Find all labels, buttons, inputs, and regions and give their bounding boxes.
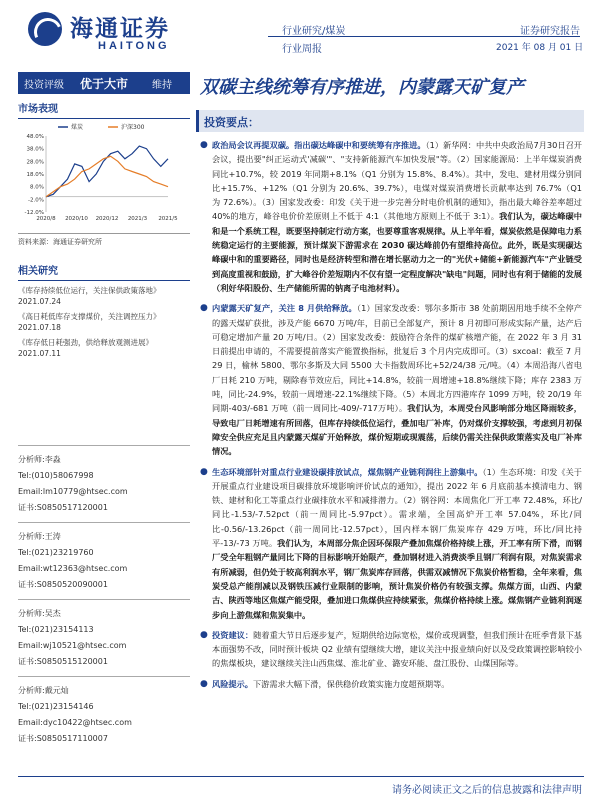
haitong-logo: [28, 10, 178, 54]
legend-label: 沪深300: [121, 124, 145, 131]
market-section: [18, 100, 190, 119]
key-point-paragraph: [200, 301, 582, 458]
bullet-icon: ●: [200, 303, 208, 314]
report-label: 证券研究报告: [520, 26, 580, 37]
related-item-date: 2021.07.11: [18, 349, 61, 358]
rating-bar: [18, 72, 190, 94]
paragraph-text: 下游需求大幅下滑，保供稳价政策实施力度超预期等。: [252, 678, 450, 689]
y-tick-label: -2.0%: [28, 197, 44, 204]
related-item-date: 2021.07.24: [18, 297, 61, 306]
related-item-title: 《库存持续低位运行，关注保供政策落地》: [18, 286, 161, 295]
key-points-bar: [196, 110, 584, 132]
y-tick-label: 28.0%: [26, 159, 44, 166]
rating-change: 维持: [152, 80, 172, 91]
key-point-paragraph: [200, 677, 582, 691]
analyst-line[interactable]: Email:lm10779@htsec.com: [18, 487, 128, 496]
key-points-body: [200, 138, 582, 697]
analyst-contacts: [18, 445, 190, 753]
series-line-0: [46, 146, 168, 197]
analyst-block: [18, 676, 190, 747]
x-tick-label: 2021/5: [158, 216, 178, 222]
analyst-block: [18, 599, 190, 670]
rating-label: 投资评级: [24, 80, 64, 91]
analyst-line[interactable]: Email:dyc10422@htsec.com: [18, 718, 132, 727]
footer-disclaimer: 请务必阅读正文之后的信息披露和法律声明: [392, 785, 582, 796]
analyst-line: 证书:S0850515120001: [18, 657, 108, 666]
report-category: 行业研究/煤炭: [282, 26, 346, 37]
y-tick-label: 48.0%: [26, 134, 44, 140]
related-item-title: 《高日耗低库存支撑煤价，关注调控压力》: [18, 312, 161, 321]
analyst-line: 分析师:戴元灿: [18, 686, 69, 695]
bullet-icon: ●: [200, 466, 208, 477]
paragraph-text: （1）国家发改委：鄂尔多斯市 38 处前期因用地手续不全停产的露天煤矿获批，涉及产能 6670 万吨/年，目前已全部复产，预计 8 月初即可形成实际产量，达产后可稳定增加产量 20 万吨/日。（2）国家发改委：鼓励符合条件的煤矿核增产能，在 2022 年 3 月 31 日前提出申请的，不需要提前落实产能置换指标，批复后 3 个月内完成即可。（3）sxcoal：截至 7 月 29 日，榆林 5800、鄂尔多斯及大同 5500 大卡指数周环比+52/24/38 元/吨。（4）本周沿海八省电厂日耗 210 万吨，剔除春节效应后，同比+14.8%，较前一周增速+18.8%继续下降；库存 2383 万吨，同比-24.9%，较前一周增速-22.1%继续下降。（5）本周北方四港库存 1099 万吨，较 20/19 年同期-403/-681 万吨（前一周同比-409/-717万吨）。: [212, 303, 582, 414]
bullet-icon: ●: [200, 629, 208, 640]
related-item-date: 2021.07.18: [18, 323, 61, 332]
x-tick-label: 2020/10: [65, 216, 88, 222]
paragraph-lead: 政治局会议再提双碳。指出碳达峰碳中和要统筹有序推进。: [212, 140, 426, 150]
y-tick-label: 8.0%: [30, 184, 44, 191]
paragraph-conclusion: 我们认为，本周部分焦企因环保限产叠加焦煤价格持续上涨，开工率有所下滑，而钢厂受全年粗钢产量同比下降的目标影响开始限产，叠加钢材进入消费淡季且钢厂利润有限，对焦炭需求有所减弱，但仍处于较高利润水平，钢厂焦炭库存回落，供需双减情况下焦炭价格暂稳，全年来看，焦炭受总产能削减以及钢铁压减行业限制的影响，预计焦炭价格仍有较强支撑。焦煤方面，山西、内蒙古、陕西等地区焦煤产能受限，叠加进口焦煤供应持续紧张，焦煤价格持续上涨。煤焦钢产业链利润逐步向上游焦煤和焦炭集中。: [212, 538, 582, 620]
related-item[interactable]: [18, 285, 190, 307]
analyst-line[interactable]: Email:wj10521@htsec.com: [18, 641, 127, 650]
paragraph-text: 随着重大节日后逐步复产，短期供给边际宽松，煤价或现调整，但我们预计在旺季背景下基本面强势不改，同时预计板块 Q2 业绩有望继续大增，建议关注中报业绩向好以及受政策调控影响较小的焦煤板块，建议继续关注山西焦煤、淮北矿业、潞安环能、盘江股份、山煤国际等。: [212, 629, 582, 669]
analyst-line: 证书:S0850517120001: [18, 503, 108, 512]
report-header: [0, 0, 600, 62]
paragraph-text: （1）新华网：中共中央政治局7月30日召开会议，提出要"纠正运动式'减碳'"、"支持新能源汽车加快发展"等。（2）国家能源局：上半年煤炭消费同比+10.7%，较 2019 年同期+8.1%（Q1 分别为 15.8%、8.4%）。其中，发电、建材用煤分别同比+15.7%、+12%（Q1 分别为 20.6%、39.7%），电煤对煤炭消费增长贡献率达到 76.7%（Q1 为 72.6%）。（3）国家发改委：印发《关于进一步完善分时电价机制的通知》，指出最大峰谷差率超过 40%的地方，峰谷电价价差原则上不低于 4:1（其他地方原则上不低于 3:1）。: [212, 140, 582, 222]
related-item-title: 《库存低日耗强劲，供给释放观测进展》: [18, 338, 153, 347]
key-point-paragraph: [200, 628, 582, 671]
related-item[interactable]: [18, 337, 190, 359]
report-date: 2021 年 08 月 01 日: [496, 43, 584, 53]
analyst-line: Tel:(021)23219760: [18, 548, 94, 557]
x-tick-label: 2021/3: [127, 216, 148, 222]
market-title: 市场表现: [18, 100, 190, 119]
related-research: [18, 262, 190, 359]
legend-label: 煤炭: [71, 124, 84, 131]
key-points-header: [196, 110, 584, 132]
paragraph-conclusion: 我们认为，碳达峰碳中和是一个系统工程，既要坚持制定行动方案，也要尊重客观规律。从上半年看，煤炭依然是保障电力系统稳定运行的主要能源，预计煤炭下游需求在 2030 碳达峰前仍有望维持高位。此外，既是实现碳达峰碳中和的重要路径，同时也是经济转型和潜在增长驱动力之一的"光伏+储能+新能源汽车"产业链受到高度重视和鼓励，扩大峰谷价差短期内不仅有望一定程度解决"缺电"问题，同时也有利于储能的发展（利好华阳股份、生产储能所需的钠离子电池材料）。: [212, 211, 582, 293]
rating-value: 优于大市: [80, 77, 129, 91]
analyst-line[interactable]: Email:wt12363@htsec.com: [18, 564, 128, 573]
y-tick-label: 38.0%: [26, 146, 44, 153]
paragraph-lead: 投资建议：: [212, 629, 254, 640]
y-tick-label: 18.0%: [26, 172, 44, 178]
report-type: 行业周报: [282, 44, 322, 55]
paragraph-lead: 内蒙露天矿复产，关注 8 月供给释放。: [212, 303, 357, 314]
paragraph-lead: 风险提示。: [212, 678, 253, 689]
bullet-icon: ●: [200, 140, 208, 150]
key-point-paragraph: [200, 138, 582, 295]
key-points-title: 投资要点：: [204, 116, 259, 129]
bullet-icon: ●: [200, 678, 208, 689]
x-tick-label: 2020/12: [95, 216, 119, 222]
logo-text-cn: 海通证券: [70, 15, 170, 42]
series-line-1: [46, 156, 168, 197]
related-title: 相关研究: [18, 262, 190, 281]
analyst-block: [18, 522, 190, 593]
analyst-line: Tel:(010)58067998: [18, 471, 94, 480]
related-item[interactable]: [18, 311, 190, 333]
analyst-line: 分析师:王涛: [18, 532, 61, 541]
market-chart: [18, 122, 190, 230]
logo-mark-icon: [28, 12, 62, 46]
analyst-line: 分析师:李淼: [18, 455, 61, 464]
analyst-line: 分析师:吴杰: [18, 609, 61, 618]
footer-divider: [18, 776, 584, 777]
analyst-line: 证书:S0850517110007: [18, 734, 108, 743]
key-point-paragraph: [200, 465, 582, 622]
analyst-line: 证书:S0850520090001: [18, 580, 108, 589]
analyst-line: Tel:(021)23154146: [18, 702, 94, 711]
chart-source: 资料来源：海通证券研究所: [18, 233, 190, 247]
paragraph-conclusion: 我们认为，本周受台风影响部分地区降雨较多，导致电厂日耗增速有所回落，但库存持续低位运行，叠加电厂补库，仍对煤价支撑较强，考虑到月初保障安全供应充足且内蒙露天煤矿开始释放，煤价短期或现震荡，后续仍需关注保供政策落实及电厂补库情况。: [212, 403, 582, 457]
analyst-line: Tel:(021)23154113: [18, 625, 94, 634]
paragraph-lead: 生态环境部针对重点行业建设碳排放试点，煤焦钢产业链利润往上游集中。: [212, 466, 483, 477]
analyst-block: [18, 445, 190, 516]
y-tick-label: -12.0%: [24, 210, 44, 216]
market-chart-svg: [18, 122, 190, 230]
paragraph-text: （1）生态环境：印发《关于开展重点行业建设项目碳排放环境影响评价试点的通知》，提出 2022 年 6 月底前基本摸清电力、钢铁、建材和化工等重点行业碳排放水平和减排潜力。（2）钢谷网：本周焦化厂开工率 72.48%，环比/同比-1.53/-7.52pct（前一周同比-5.97pct）。需求端，全国高炉开工率 57.04%，环比/同比-0.56/-13.26pct（前一周同比-12.57pct），国内样本钢厂焦炭库存 429 万吨，环比/同比持平-13/-73 万吨。: [212, 466, 582, 549]
x-tick-label: 2020/8: [36, 216, 56, 222]
page-title: 双碳主线统筹有序推进，内蒙露天矿复产: [200, 77, 524, 98]
logo-text-en: HAITONG: [98, 40, 170, 52]
